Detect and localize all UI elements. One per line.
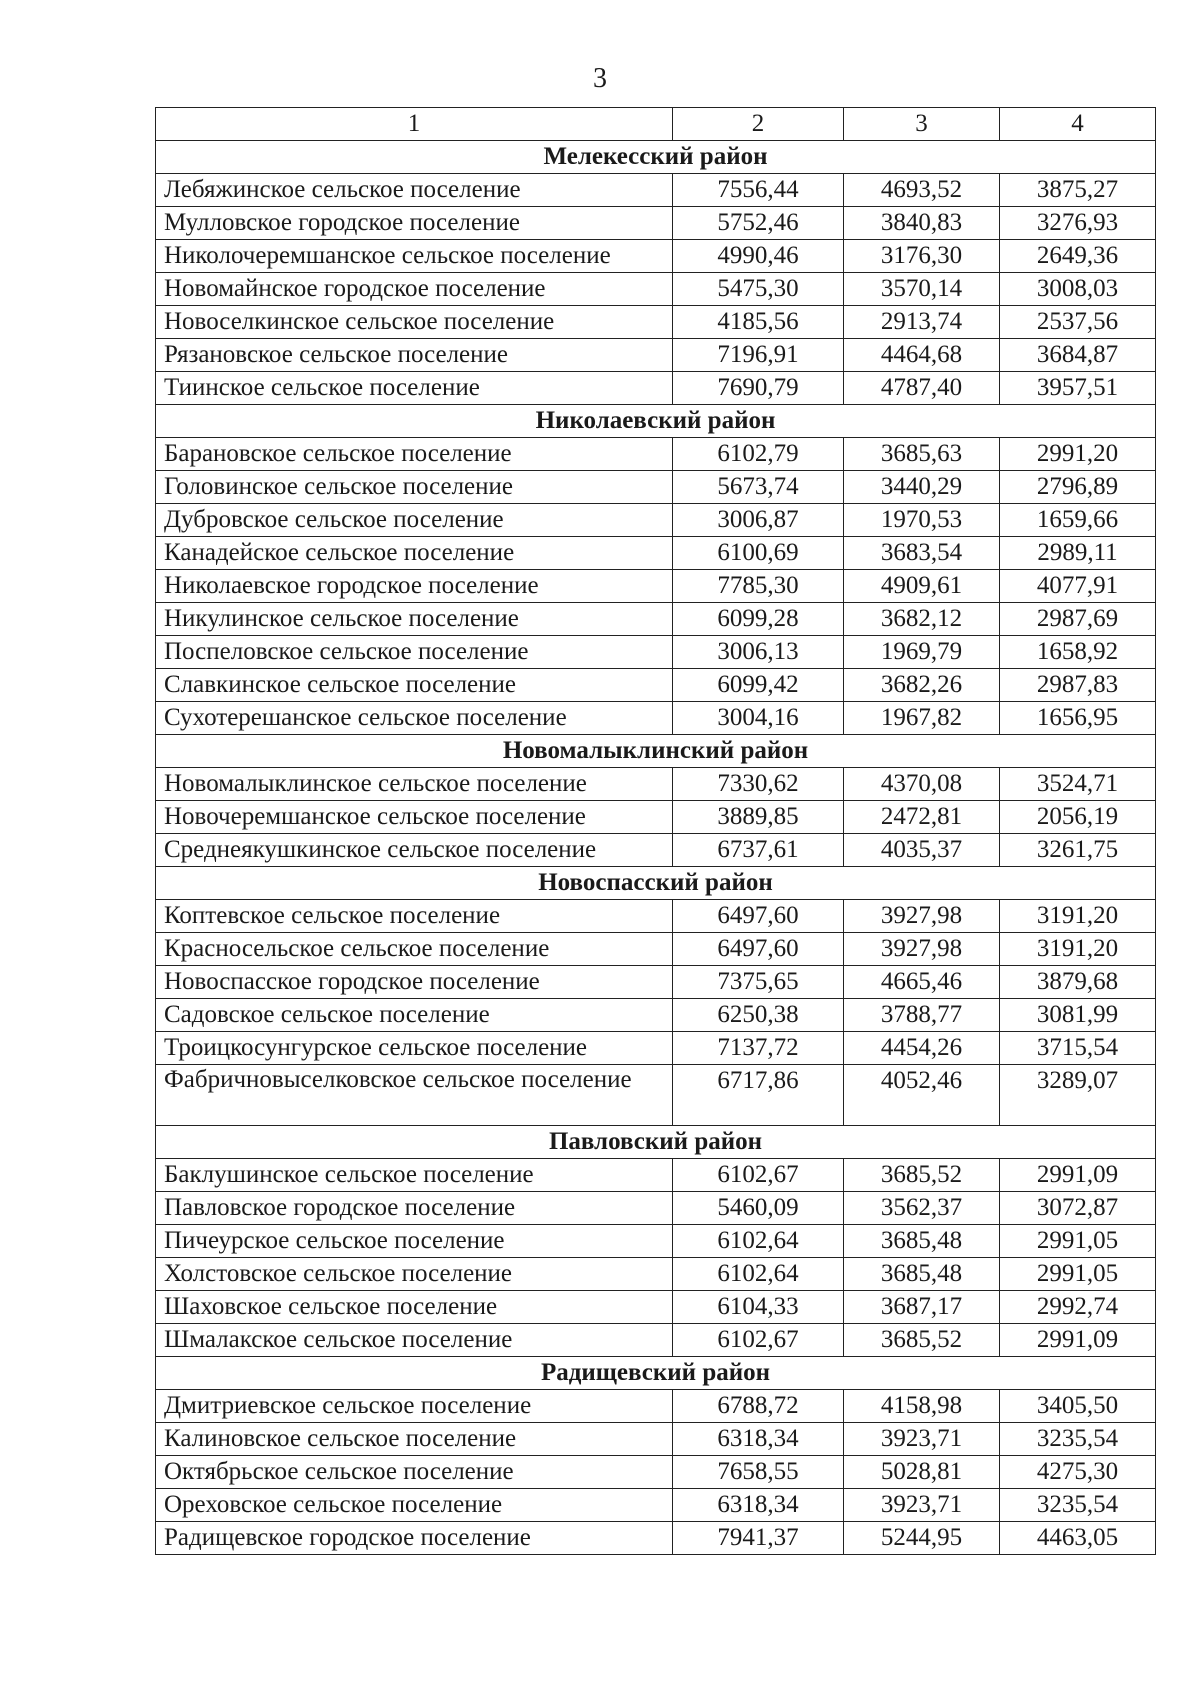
- table-row: [156, 1324, 1156, 1357]
- value-col-4-cell: 3191,20: [1000, 933, 1156, 966]
- value-col-2-cell: 7690,79: [673, 372, 844, 405]
- value-col-3-cell: 1970,53: [844, 504, 1000, 537]
- district-header-row: [156, 1126, 1156, 1159]
- settlement-name-cell: Троицкосунгурское сельское поселение: [156, 1032, 673, 1065]
- table-row: [156, 1032, 1156, 1065]
- value-col-3-cell: 3840,83: [844, 207, 1000, 240]
- value-col-4-cell: 3072,87: [1000, 1192, 1156, 1225]
- value-col-4-cell: 2056,19: [1000, 801, 1156, 834]
- value-col-3-cell: 4464,68: [844, 339, 1000, 372]
- settlement-name-cell: Канадейское сельское поселение: [156, 537, 673, 570]
- value-col-3-cell: 2913,74: [844, 306, 1000, 339]
- value-col-2-cell: 7330,62: [673, 768, 844, 801]
- value-col-2-cell: 6788,72: [673, 1390, 844, 1423]
- value-col-4-cell: 3524,71: [1000, 768, 1156, 801]
- value-col-3-cell: 3562,37: [844, 1192, 1000, 1225]
- column-header-3: 3: [844, 108, 1000, 141]
- settlement-name-cell: Октябрьское сельское поселение: [156, 1456, 673, 1489]
- table-row: [156, 1258, 1156, 1291]
- value-col-4-cell: 2991,05: [1000, 1258, 1156, 1291]
- value-col-4-cell: 1659,66: [1000, 504, 1156, 537]
- value-col-3-cell: 4158,98: [844, 1390, 1000, 1423]
- table-row: [156, 504, 1156, 537]
- value-col-3-cell: 5244,95: [844, 1522, 1000, 1555]
- table-row: [156, 1159, 1156, 1192]
- value-col-2-cell: 3006,13: [673, 636, 844, 669]
- settlement-name-cell: Николочеремшанское сельское поселение: [156, 240, 673, 273]
- value-col-2-cell: 5475,30: [673, 273, 844, 306]
- value-col-4-cell: 3289,07: [1000, 1065, 1156, 1126]
- table-row: [156, 1522, 1156, 1555]
- settlement-name-cell: Тиинское сельское поселение: [156, 372, 673, 405]
- value-col-2-cell: 7137,72: [673, 1032, 844, 1065]
- table-row: [156, 273, 1156, 306]
- value-col-3-cell: 3685,48: [844, 1258, 1000, 1291]
- table-row: [156, 1423, 1156, 1456]
- value-col-4-cell: 2987,83: [1000, 669, 1156, 702]
- table-row: [156, 438, 1156, 471]
- value-col-3-cell: 3685,63: [844, 438, 1000, 471]
- value-col-2-cell: 5460,09: [673, 1192, 844, 1225]
- value-col-2-cell: 6737,61: [673, 834, 844, 867]
- value-col-4-cell: 2537,56: [1000, 306, 1156, 339]
- district-name: Радищевский район: [156, 1357, 1156, 1390]
- value-col-2-cell: 6102,67: [673, 1324, 844, 1357]
- value-col-3-cell: 3927,98: [844, 933, 1000, 966]
- table-row: [156, 471, 1156, 504]
- settlement-name-cell: Садовское сельское поселение: [156, 999, 673, 1032]
- district-name: Новоспасский район: [156, 867, 1156, 900]
- value-col-2-cell: 3006,87: [673, 504, 844, 537]
- value-col-3-cell: 1967,82: [844, 702, 1000, 735]
- settlement-name-cell: Фабричновыселковское сельское поселение: [156, 1065, 673, 1126]
- settlement-name-cell: Павловское городское поселение: [156, 1192, 673, 1225]
- settlement-name-cell: Холстовское сельское поселение: [156, 1258, 673, 1291]
- table-row: [156, 1456, 1156, 1489]
- settlement-name-cell: Сухотерешанское сельское поселение: [156, 702, 673, 735]
- settlement-name-cell: Славкинское сельское поселение: [156, 669, 673, 702]
- table-row: [156, 240, 1156, 273]
- value-col-4-cell: 2991,09: [1000, 1324, 1156, 1357]
- value-col-2-cell: 7556,44: [673, 174, 844, 207]
- value-col-4-cell: 2991,09: [1000, 1159, 1156, 1192]
- value-col-3-cell: 5028,81: [844, 1456, 1000, 1489]
- table-row: [156, 570, 1156, 603]
- settlement-name-cell: Поспеловское сельское поселение: [156, 636, 673, 669]
- settlement-name-cell: Мулловское городское поселение: [156, 207, 673, 240]
- value-col-2-cell: 6497,60: [673, 933, 844, 966]
- district-name: Павловский район: [156, 1126, 1156, 1159]
- settlement-name-cell: Дубровское сельское поселение: [156, 504, 673, 537]
- table-row: [156, 669, 1156, 702]
- settlement-name-cell: Головинское сельское поселение: [156, 471, 673, 504]
- value-col-4-cell: 2991,05: [1000, 1225, 1156, 1258]
- value-col-4-cell: 3875,27: [1000, 174, 1156, 207]
- settlements-table: [155, 107, 1156, 1555]
- value-col-4-cell: 3405,50: [1000, 1390, 1156, 1423]
- value-col-4-cell: 1658,92: [1000, 636, 1156, 669]
- settlement-name-cell: Новоспасское городское поселение: [156, 966, 673, 999]
- value-col-3-cell: 4693,52: [844, 174, 1000, 207]
- value-col-2-cell: 6100,69: [673, 537, 844, 570]
- settlement-name-cell: Калиновское сельское поселение: [156, 1423, 673, 1456]
- table-row: [156, 1390, 1156, 1423]
- settlement-name-cell: Красносельское сельское поселение: [156, 933, 673, 966]
- value-col-2-cell: 7196,91: [673, 339, 844, 372]
- table-row: [156, 702, 1156, 735]
- settlement-name-cell: Радищевское городское поселение: [156, 1522, 673, 1555]
- value-col-4-cell: 2796,89: [1000, 471, 1156, 504]
- settlement-name-cell: Новочеремшанское сельское поселение: [156, 801, 673, 834]
- value-col-4-cell: 3081,99: [1000, 999, 1156, 1032]
- table-row: [156, 174, 1156, 207]
- value-col-4-cell: 3235,54: [1000, 1423, 1156, 1456]
- value-col-4-cell: 1656,95: [1000, 702, 1156, 735]
- value-col-4-cell: 4275,30: [1000, 1456, 1156, 1489]
- settlement-name-cell: Пичеурское сельское поселение: [156, 1225, 673, 1258]
- value-col-3-cell: 3923,71: [844, 1423, 1000, 1456]
- value-col-3-cell: 3685,52: [844, 1159, 1000, 1192]
- value-col-2-cell: 6102,64: [673, 1258, 844, 1291]
- value-col-3-cell: 4454,26: [844, 1032, 1000, 1065]
- value-col-3-cell: 3682,12: [844, 603, 1000, 636]
- value-col-2-cell: 5673,74: [673, 471, 844, 504]
- district-header-row: [156, 141, 1156, 174]
- value-col-2-cell: 7785,30: [673, 570, 844, 603]
- table-row: [156, 834, 1156, 867]
- value-col-3-cell: 3685,52: [844, 1324, 1000, 1357]
- table-row: [156, 900, 1156, 933]
- value-col-2-cell: 4990,46: [673, 240, 844, 273]
- value-col-2-cell: 5752,46: [673, 207, 844, 240]
- value-col-3-cell: 2472,81: [844, 801, 1000, 834]
- table-row: [156, 603, 1156, 636]
- value-col-3-cell: 3440,29: [844, 471, 1000, 504]
- value-col-4-cell: 4463,05: [1000, 1522, 1156, 1555]
- value-col-3-cell: 1969,79: [844, 636, 1000, 669]
- value-col-3-cell: 3923,71: [844, 1489, 1000, 1522]
- value-col-4-cell: 3715,54: [1000, 1032, 1156, 1065]
- settlement-name-cell: Дмитриевское сельское поселение: [156, 1390, 673, 1423]
- value-col-4-cell: 3879,68: [1000, 966, 1156, 999]
- value-col-4-cell: 3191,20: [1000, 900, 1156, 933]
- table-row: [156, 999, 1156, 1032]
- settlement-name-cell: Новомалыклинское сельское поселение: [156, 768, 673, 801]
- settlement-name-cell: Среднеякушкинское сельское поселение: [156, 834, 673, 867]
- table-row: [156, 372, 1156, 405]
- value-col-2-cell: 6318,34: [673, 1423, 844, 1456]
- value-col-4-cell: 2992,74: [1000, 1291, 1156, 1324]
- value-col-3-cell: 3176,30: [844, 240, 1000, 273]
- value-col-3-cell: 4909,61: [844, 570, 1000, 603]
- value-col-2-cell: 6104,33: [673, 1291, 844, 1324]
- value-col-3-cell: 3682,26: [844, 669, 1000, 702]
- value-col-2-cell: 6717,86: [673, 1065, 844, 1126]
- value-col-2-cell: 6102,64: [673, 1225, 844, 1258]
- district-header-row: [156, 735, 1156, 768]
- settlement-name-cell: Барановское сельское поселение: [156, 438, 673, 471]
- settlement-name-cell: Рязановское сельское поселение: [156, 339, 673, 372]
- column-header-1: 1: [156, 108, 673, 141]
- value-col-2-cell: 3004,16: [673, 702, 844, 735]
- table-row: [156, 339, 1156, 372]
- value-col-3-cell: 3570,14: [844, 273, 1000, 306]
- table-row: [156, 1291, 1156, 1324]
- column-header-2: 2: [673, 108, 844, 141]
- value-col-4-cell: 3957,51: [1000, 372, 1156, 405]
- settlement-name-cell: Лебяжинское сельское поселение: [156, 174, 673, 207]
- table-row: [156, 1225, 1156, 1258]
- settlement-name-cell: Коптевское сельское поселение: [156, 900, 673, 933]
- value-col-4-cell: 3235,54: [1000, 1489, 1156, 1522]
- value-col-3-cell: 3788,77: [844, 999, 1000, 1032]
- table-row: [156, 768, 1156, 801]
- value-col-3-cell: 3683,54: [844, 537, 1000, 570]
- value-col-4-cell: 4077,91: [1000, 570, 1156, 603]
- table-row: [156, 636, 1156, 669]
- settlement-name-cell: Баклушинское сельское поселение: [156, 1159, 673, 1192]
- table-row: [156, 966, 1156, 999]
- value-col-2-cell: 6099,42: [673, 669, 844, 702]
- value-col-3-cell: 4052,46: [844, 1065, 1000, 1126]
- table-row: [156, 933, 1156, 966]
- settlement-name-cell: Новомайнское городское поселение: [156, 273, 673, 306]
- value-col-4-cell: 2991,20: [1000, 438, 1156, 471]
- value-col-2-cell: 6497,60: [673, 900, 844, 933]
- table-row: [156, 1192, 1156, 1225]
- value-col-3-cell: 4665,46: [844, 966, 1000, 999]
- value-col-2-cell: 6250,38: [673, 999, 844, 1032]
- value-col-4-cell: 2649,36: [1000, 240, 1156, 273]
- table-row: [156, 306, 1156, 339]
- value-col-4-cell: 3276,93: [1000, 207, 1156, 240]
- settlement-name-cell: Шаховское сельское поселение: [156, 1291, 673, 1324]
- settlement-name-cell: Никулинское сельское поселение: [156, 603, 673, 636]
- value-col-3-cell: 3927,98: [844, 900, 1000, 933]
- district-name: Новомалыклинский район: [156, 735, 1156, 768]
- settlement-name-cell: Шмалакское сельское поселение: [156, 1324, 673, 1357]
- value-col-4-cell: 2989,11: [1000, 537, 1156, 570]
- value-col-4-cell: 3261,75: [1000, 834, 1156, 867]
- settlement-name-cell: Николаевское городское поселение: [156, 570, 673, 603]
- settlement-name-cell: Новоселкинское сельское поселение: [156, 306, 673, 339]
- table-row: [156, 1065, 1156, 1126]
- district-name: Николаевский район: [156, 405, 1156, 438]
- table-row: [156, 207, 1156, 240]
- table-row: [156, 1489, 1156, 1522]
- table-row: [156, 537, 1156, 570]
- value-col-4-cell: 3684,87: [1000, 339, 1156, 372]
- value-col-3-cell: 4787,40: [844, 372, 1000, 405]
- column-header-4: 4: [1000, 108, 1156, 141]
- value-col-3-cell: 4370,08: [844, 768, 1000, 801]
- value-col-2-cell: 7941,37: [673, 1522, 844, 1555]
- value-col-3-cell: 4035,37: [844, 834, 1000, 867]
- value-col-2-cell: 4185,56: [673, 306, 844, 339]
- table-body: [156, 108, 1156, 1555]
- value-col-2-cell: 3889,85: [673, 801, 844, 834]
- value-col-3-cell: 3685,48: [844, 1225, 1000, 1258]
- value-col-4-cell: 3008,03: [1000, 273, 1156, 306]
- value-col-2-cell: 6099,28: [673, 603, 844, 636]
- district-header-row: [156, 405, 1156, 438]
- table-row: [156, 801, 1156, 834]
- district-header-row: [156, 1357, 1156, 1390]
- table-header-row: [156, 108, 1156, 141]
- settlement-name-cell: Ореховское сельское поселение: [156, 1489, 673, 1522]
- page-number: 3: [593, 63, 607, 94]
- value-col-2-cell: 7375,65: [673, 966, 844, 999]
- value-col-3-cell: 3687,17: [844, 1291, 1000, 1324]
- value-col-2-cell: 7658,55: [673, 1456, 844, 1489]
- value-col-4-cell: 2987,69: [1000, 603, 1156, 636]
- value-col-2-cell: 6318,34: [673, 1489, 844, 1522]
- value-col-2-cell: 6102,79: [673, 438, 844, 471]
- value-col-2-cell: 6102,67: [673, 1159, 844, 1192]
- district-header-row: [156, 867, 1156, 900]
- district-name: Мелекесский район: [156, 141, 1156, 174]
